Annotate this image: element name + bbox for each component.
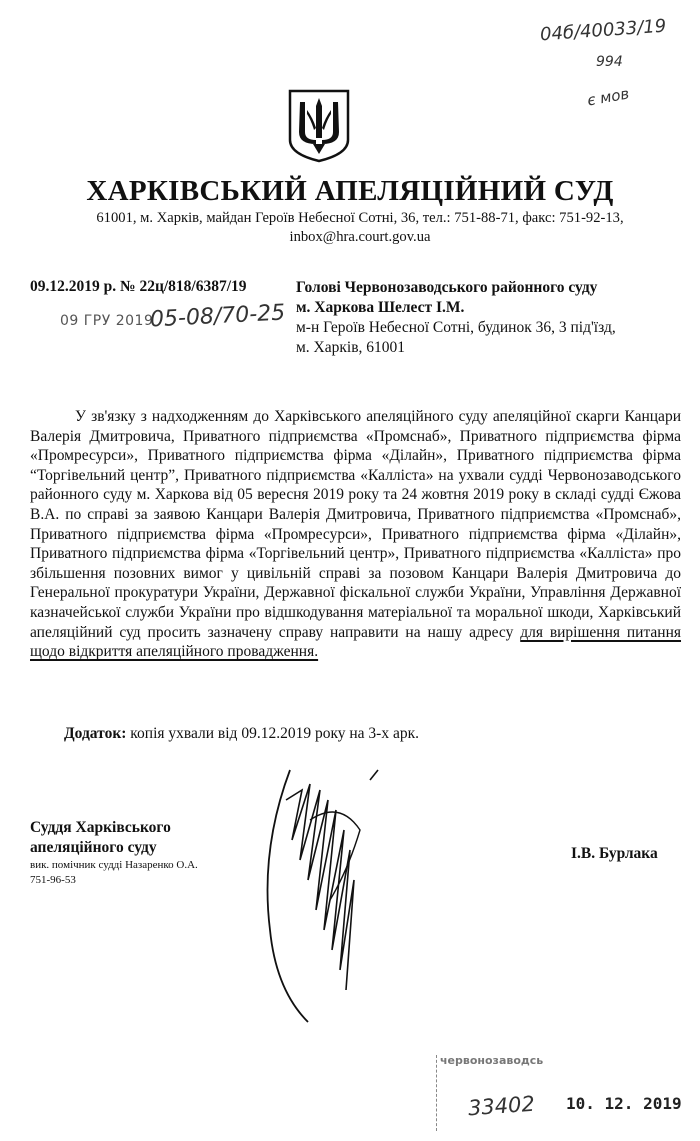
letter-body — [30, 407, 681, 662]
department-note: є мов — [585, 84, 631, 110]
signer-title-line-1: Суддя Харківського — [30, 819, 171, 836]
address-line: 61001, м. Харків, майдан Героїв Небесної Сотні, 36, тел.: 751-88-71, факс: 751-92-13, — [96, 210, 624, 226]
addressee-line-2: м. Харкова Шелест І.М. — [296, 299, 465, 316]
received-number: 33402 — [467, 1091, 536, 1121]
received-date: 10. 12. 2019 — [566, 1094, 682, 1113]
assistant-phone: 751-96-53 — [30, 874, 76, 886]
signer-title — [30, 818, 171, 858]
court-email: inbox@hra.court.gov.ua — [289, 229, 431, 245]
assistant-name: вик. помічник судді Назаренко О.А. — [30, 859, 198, 871]
assistant-info — [30, 858, 198, 888]
attachment-line — [64, 725, 419, 743]
signer-name: І.В. Бурлака — [571, 845, 658, 862]
body-underlined-text: для вирішення питання щодо відкриття апеляційного провадження. — [30, 623, 682, 661]
outgoing-reference: 09.12.2019 р. № 22ц/818/6387/19 — [30, 278, 247, 295]
body-main-text: У зв'язку з надходженням до Харківського апеляційного суду апеляційної скарги Канцари Валерія Дмитровича, Приватного підприємства «Промснаб», Приватного підприємства фірма «Промресурси», Приватного підприємства фірма «Ділайн», Приватного підприємства фірма “Торгівельний центр”, Приватного підприємства «Каллiста» на ухвали судді Червонозаводського районного суду м. Харкова від 05 вересня 2019 року та 24 жовтня 2019 року в складі судді Єжова В.А. по справі за заявою Канцари Валерія Дмитровича, Приватного підприємства «Промснаб», Приватного підприємства фірма «Промресурси», Приватного підприємства фірма «Ділайн», Приватного підприємства фірма «Торгівельний центр», Приватного підприємства «Каллiста» про збільшення позовних вимог у цивільній справі за позовом Канцари Валерія Дмитровича до Генеральної прокуратури України, Державної фіскальної служби України, Управління Державної казначейської служби України про відшкодування матеріальної та моральної шкоди, Харківський апеляційний суд просить зазначену справу направити на нашу адресу — [30, 408, 681, 641]
addressee-line-4: м. Харків, 61001 — [296, 339, 406, 356]
addressee-line-3: м-н Героїв Небесної Сотні, будинок 36, 3 під'їзд, — [296, 319, 616, 336]
received-stamp-court: червонозаводсь — [440, 1054, 544, 1067]
signer-title-line-2: апеляційного суду — [30, 839, 157, 856]
addressee-block — [296, 278, 696, 358]
incoming-handwritten-number: 05-08/70-25 — [149, 300, 286, 333]
coat-of-arms-icon — [287, 88, 351, 164]
handwritten-signature-icon — [250, 760, 410, 1030]
attachment-label: Додаток: — [64, 725, 127, 742]
addressee-line-1: Голові Червонозаводського районного суду — [296, 279, 598, 296]
attachment-text: копія ухвали від 09.12.2019 року на 3-х арк. — [126, 725, 419, 742]
sheet-number: 994 — [596, 54, 623, 70]
registration-number: 04б/40033/19 — [539, 15, 667, 46]
court-address — [60, 209, 660, 247]
court-title: ХАРКІВСЬКИЙ АПЕЛЯЦІЙНИЙ СУД — [86, 175, 614, 207]
incoming-date-stamp: 09 ГРУ 2019 — [60, 313, 154, 329]
